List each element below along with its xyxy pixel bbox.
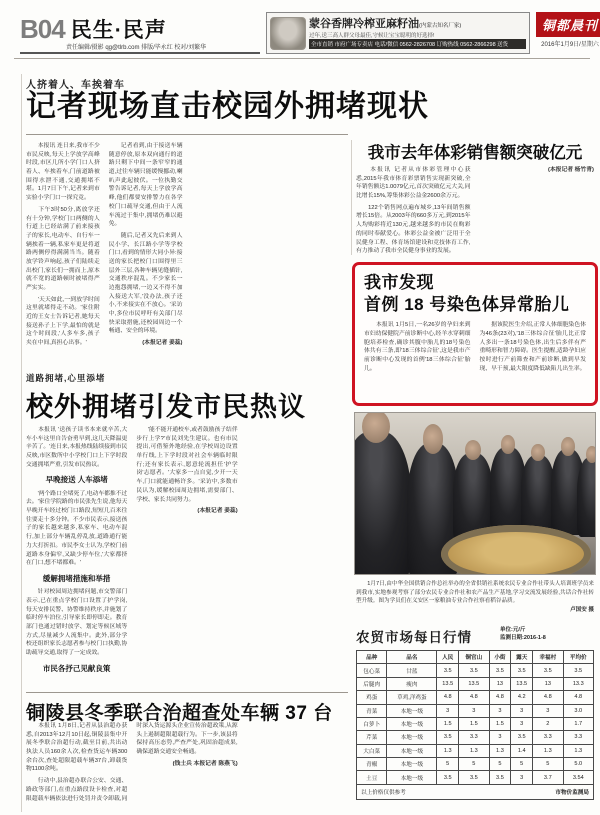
photo-credit: 卢国安 摄 <box>570 606 594 613</box>
table-cell: 1.3 <box>533 744 563 757</box>
article-body <box>26 142 348 366</box>
table-cell: 5 <box>459 758 489 771</box>
paragraph: '能不能开通校车,或者鼓励孩子结伴步行上学?'市民刘先生建议。也有市民提出,可借鉴外地经验,在学校周边设置单行线,上下学时段对社会车辆临时限行;还有家长表示,愿意轮流担任'护学岗'志愿者。'大家多一点自觉,少开一天车,门口就能通畅许多。'采访中,多数市民认为,缓解校园周边拥堵,需要部门、学校、家长共同努力。 <box>136 427 238 503</box>
table-cell: 13 <box>489 677 511 690</box>
table-row <box>357 691 594 704</box>
table-cell: 3 <box>489 704 511 717</box>
table-row <box>357 704 594 717</box>
table-cell: 3 <box>511 717 533 730</box>
table-cell: 3.7 <box>533 771 563 784</box>
sub-headline: 缓解拥堵措施和举措 <box>42 573 111 583</box>
table-cell: 大白菜 <box>357 744 387 757</box>
table-cell: 3.5 <box>437 731 459 744</box>
table-cell: 1.5 <box>459 717 489 730</box>
news-photo <box>354 412 596 575</box>
main-headline: 记者现场直击校园外拥堵现状 <box>26 90 429 123</box>
market-table-header <box>357 651 594 664</box>
table-cell: 5 <box>533 758 563 771</box>
section-title: 民生·民声 <box>70 19 167 42</box>
table-cell: 3 <box>511 771 533 784</box>
table-cell: 4.2 <box>511 691 533 704</box>
table-cell: 本地一级 <box>387 744 437 757</box>
paragraph: 122个销售网点遍布城乡,13年间销售额增长15倍。从2003年的660多万元,到2015年人均购彩将近130元,越来越多的市民在购彩的同时奉献爱心。体彩公益金被广泛用于全民健身工程、体育场馆建设和竞技体育工作,有力推动了我市全民健身事业的发展。 <box>356 204 471 255</box>
paragraph: '两个路口全堵死了,电动车都推不过去。'家住学院路的市民张先生说,他每天早晚开车经过校门口路段,短短几百米往往要走十多分钟。不少市民表示,接送孩子的家长越来越多,私家车、电动车混行,加上部分车辆乱停乱放,道路通行能力大打折扣。市民李女士认为,学校门前道路本身偏窄,又缺少停车位,'大家都挤在门口,想不堵都难。' <box>26 490 128 567</box>
photo-figure <box>354 431 411 575</box>
market-table-footer <box>357 784 594 799</box>
table-cell: 3.0 <box>563 704 593 717</box>
ad-contact: 全市直销 市府广场专卖店 电话/微信 0562-2826708 订购热线 0562-2866298 送货 <box>309 39 526 49</box>
table-cell: 甘蓝 <box>387 664 437 677</box>
table-cell: 1.3 <box>437 744 459 757</box>
paragraph: 本报讯 1月8日,记者从县治超办获悉,自2013年12月10日起,铜陵县集中开展冬季联合治超行动,截至目前,共出动执法人员160余人次,检查货运车辆300余台次,查处超限超载车辆37台,卸载货物1100余吨。 <box>26 723 128 773</box>
table-cell: 3 <box>437 704 459 717</box>
article-body <box>26 426 348 688</box>
editor-credits: 责任编辑/摄影 qg@tlrb.com 排版/毕永红 校对/刘繁华 <box>66 45 207 51</box>
table-cell: 13.5 <box>511 677 533 690</box>
sub-headline: 市民各抒己见献良策 <box>42 663 111 673</box>
article-kicker: 人挤着人、车挨着车 <box>26 80 125 91</box>
paragraph: 记者看到,由于接送车辆随意停放,原本双向通行的道路只剩下中间一条窄窄的通道,过往车辆只能缓慢挪动,喇叭声此起彼伏。一位执勤交警告诉记者,每天上学放学高峰,他们都要安排警力在各学校门口疏导交通,但由于人流车流过于集中,拥堵仍难以避免。 <box>108 143 183 228</box>
issue-date: 2016年1月9日/星期六 <box>541 42 599 48</box>
ad-banner[interactable] <box>266 12 530 54</box>
truck-headline: 铜陵县冬季联合治超查处车辆 37 台 <box>26 703 333 724</box>
table-column-header: 平均价 <box>563 651 593 664</box>
column-divider <box>351 140 352 255</box>
debate-headline: 校外拥堵引发市民热议 <box>26 392 306 422</box>
table-cell: 包心菜 <box>357 664 387 677</box>
table-cell: 3.5 <box>511 664 533 677</box>
table-cell: 3.3 <box>563 731 593 744</box>
paragraph: '天天如此,一到放学时间这里就堵得走不动。'家住附近的王女士告诉记者,她每天接送孙子上下学,最怕的就是这个时间段,'人多车多,孩子夹在中间,真担心出事。' <box>26 296 100 347</box>
table-column-header: 幸福村 <box>533 651 563 664</box>
table-cell: 3.5 <box>489 664 511 677</box>
photo-caption-text: 1月7日,由中华全国供销合作总社举办的全省供销社系统农民专业合作社带头人培训班学员来到我市,实地参观考察了部分农民专业合作社和农产品生产基地,学习交流发展经验,共话合作社转型升级。图为学员们在义安区一家粮油专业合作社察看稻谷品质。 <box>356 581 594 605</box>
table-row <box>357 717 594 730</box>
table-cell: 3 <box>511 704 533 717</box>
table-cell: 本地一级 <box>387 731 437 744</box>
table-cell: 3.54 <box>563 771 593 784</box>
table-cell: 3.5 <box>459 664 489 677</box>
byline: (钱士兵 本报记者 陈燕飞) <box>172 760 238 767</box>
photo-figure <box>521 455 555 533</box>
page-header <box>14 12 599 54</box>
table-cell: 13.5 <box>437 677 459 690</box>
grain-basket <box>441 525 591 575</box>
sub-headline: 早晚接送 人车添堵 <box>45 475 108 485</box>
market-unit: 单位:元/斤 <box>500 627 526 633</box>
market-date: 监测日期:2016-1-8 <box>500 635 546 642</box>
table-column-header: 铜官山 <box>459 651 489 664</box>
paragraph: 行动中,县治超办联合公安、交通、路政等部门,在重点路段设卡检查,对超限超载车辆依法进行处罚并责令卸载,同时深入货运源头企业宣传治超政策,从源头上遏制超限超载行为。下一步,该县将保持高压态势,严查严处,巩固治超成果,确保道路交通安全畅通。 <box>26 723 238 802</box>
table-cell: 13 <box>533 677 563 690</box>
table-cell: 5 <box>437 758 459 771</box>
table-cell: 本地一级 <box>387 717 437 730</box>
market-price-table <box>356 650 594 800</box>
table-row <box>357 771 594 784</box>
table-cell: 3.5 <box>533 664 563 677</box>
table-row <box>357 664 594 677</box>
article-body <box>356 166 594 258</box>
table-cell: 1.7 <box>563 717 593 730</box>
table-cell: 1.4 <box>511 744 533 757</box>
table-cell: 4.8 <box>489 691 511 704</box>
table-cell: 后腿肉 <box>357 677 387 690</box>
table-cell: 3 <box>459 704 489 717</box>
paragraph: 本报讯 连日来,我市不少市民反映,每天上学放学高峰时段,市区几所小学门口人挤着人、车挨着车,门前道路被围得水泄不通,交通拥堵不堪。1月7日下午,记者来到市实验小学门口一探究竟。 <box>26 143 100 202</box>
photo-caption <box>356 580 594 615</box>
byline: (本报记者 姜蕊) <box>197 508 238 515</box>
market-footer-note: 以上价格仅供参考 <box>361 789 406 796</box>
table-cell: 1.5 <box>437 717 459 730</box>
table-cell: 青菜 <box>357 704 387 717</box>
lottery-headline: 我市去年体彩销售额突破亿元 <box>367 144 583 162</box>
table-cell: 4.8 <box>533 691 563 704</box>
table-cell: 5 <box>511 758 533 771</box>
table-cell: 3.5 <box>511 731 533 744</box>
byline: (本报记者 姜蕊) <box>142 340 183 347</box>
table-cell: 本地一级 <box>387 758 437 771</box>
table-cell: 4.8 <box>459 691 489 704</box>
table-cell: 1.3 <box>563 744 593 757</box>
table-cell: 3.3 <box>533 731 563 744</box>
table-cell: 5.0 <box>563 758 593 771</box>
ad-tagline: 过年,送三高人群父母最佳,守候让宝宝聪明的好选择! <box>309 33 435 39</box>
table-column-header: 人民 <box>437 651 459 664</box>
table-cell: 1.5 <box>489 717 511 730</box>
table-cell: 土豆 <box>357 771 387 784</box>
table-cell: 5 <box>489 758 511 771</box>
paragraph: 据该院医生介绍,正常人体细胞染色体为46条(23对),'18三体综合征'胎儿比正常人多出一条18号染色体,出生后多伴有严重畸形和智力障碍。医生提醒,适龄孕妇应按时进行产前筛查和产前诊断,做到早发现、早干预,最大限度降低缺陷儿出生率。 <box>479 322 586 372</box>
article-kicker: 道路拥堵,心里添堵 <box>26 373 106 383</box>
table-row <box>357 744 594 757</box>
table-row <box>357 677 594 690</box>
page-number: B04 <box>20 14 65 44</box>
table-cell: 4.8 <box>437 691 459 704</box>
table-cell: 3.5 <box>459 771 489 784</box>
table-cell: 4.8 <box>563 691 593 704</box>
highlighted-article-box <box>352 262 598 406</box>
table-cell: 白萝卜 <box>357 717 387 730</box>
baby-headline-line2: 首例 18 号染色体异常胎儿 <box>364 295 570 315</box>
table-cell: 2 <box>533 717 563 730</box>
table-column-header: 露天 <box>511 651 533 664</box>
paragraph: 随后,记者又先后来到人民小学、长江路小学等学校门口,看到的情形大同小异:接送的家长把校门口围得里三层外三层,各种车辆见缝插针,交通秩序混乱。不少家长一边抱怨拥堵,一边又不得不加入接送大军,'没办法,孩子还小,不来接实在不放心。'采访中,多位市民呼吁有关部门尽快采取措施,还校园周边一个畅通、安全的环境。 <box>108 232 183 335</box>
table-cell: 3.5 <box>489 771 511 784</box>
ad-logo-icon <box>270 17 306 50</box>
paragraph: 本报讯 1月5日,一名26岁的孕妇来到市妇幼保健院产前诊断中心,经羊水穿刺细胞培养检查,确诊其腹中胎儿的18号染色体共有三条,即'18三体综合征',这是我市产前诊断中心发现的首例'18三体综合征'胎儿。 <box>364 322 471 372</box>
table-cell: 芹菜 <box>357 731 387 744</box>
table-column-header: 品种 <box>357 651 387 664</box>
table-cell: 3.5 <box>563 664 593 677</box>
masthead-title: 铜都晨刊 <box>536 12 600 37</box>
paragraph: 下午3时50分,离放学还有十分钟,学校门口两侧的人行道上已经站满了前来接孩子的家长,电动车、自行车一辆挨着一辆,私家车更是将道路两侧停得满满当当。随着放学铃声响起,孩子们陆续走出校门,家长们一拥而上,原本就不宽的道路顿时被堵得严严实实。 <box>26 206 100 291</box>
table-column-header: 品名 <box>387 651 437 664</box>
table-cell: 鸡蛋 <box>357 691 387 704</box>
table-row <box>357 731 594 744</box>
table-cell: 3 <box>489 731 511 744</box>
ad-title <box>309 15 526 31</box>
masthead-block <box>536 12 600 48</box>
market-footer-source: 市物价监测局 <box>555 789 589 796</box>
table-cell: 3.5 <box>437 664 459 677</box>
paragraph: 针对校园周边拥堵问题,市交警部门表示,已在重点学校门口设置了护学岗,每天安排民警、协警维持秩序,并施划了临时停车泊位,引导家长即停即走。教育部门也通过错时放学、划定等候区域等方式,尽量减少人流集中。此外,部分学校还组织家长志愿者参与校门口执勤,协助疏导交通,取得了一定成效。 <box>26 589 128 656</box>
baby-headline-line1: 我市发现 <box>364 273 434 292</box>
table-cell: 3.3 <box>459 731 489 744</box>
section-banner <box>20 14 260 54</box>
byline: (本报记者 杨竹青) <box>547 167 594 173</box>
ad-title-text: 蒙谷香牌冷榨亚麻籽油 <box>309 18 419 30</box>
left-margin-rule <box>21 74 22 812</box>
article-divider <box>26 692 348 693</box>
table-cell: 本地一级 <box>387 704 437 717</box>
market-table-body <box>357 664 594 784</box>
table-cell: 瘦肉 <box>387 677 437 690</box>
table-cell: 青椒 <box>357 758 387 771</box>
header-divider <box>14 58 590 59</box>
paragraph: 本报讯 '送孩子读书本来就辛苦,大车小车这里自告奋勇早到,这几天降温更辛苦了。'连日来,本报热线陆续接到市民反映,市区数所中小学校门口上下学时段交通拥堵严重,引发市民热议。 <box>26 427 128 468</box>
article-body <box>26 722 348 810</box>
ad-title-note: (内蒙古知名厂家) <box>419 23 462 29</box>
headline-underline <box>26 134 348 135</box>
market-table-title: 农贸市场每日行情 <box>356 630 472 645</box>
table-cell: 1.3 <box>489 744 511 757</box>
table-cell: 本地一级 <box>387 771 437 784</box>
table-cell: 13.5 <box>459 677 489 690</box>
table-cell: 3.5 <box>437 771 459 784</box>
table-column-header: 小街 <box>489 651 511 664</box>
table-cell: 13.3 <box>563 677 593 690</box>
table-cell: 3 <box>533 704 563 717</box>
article-body <box>364 321 586 393</box>
market-table-meta <box>500 626 595 643</box>
table-row <box>357 758 594 771</box>
paragraph: 本报讯 记者从市体彩管理中心获悉,2015年我市体育彩票销售实现新突破,全年销售额达1.0079亿元,首次突破亿元大关,同比增长15%,筹集体彩公益金2600余万元。 <box>356 167 471 200</box>
table-cell: 草鸡,洋鸡蛋 <box>387 691 437 704</box>
table-cell: 1.3 <box>459 744 489 757</box>
photo-figure <box>577 457 596 537</box>
